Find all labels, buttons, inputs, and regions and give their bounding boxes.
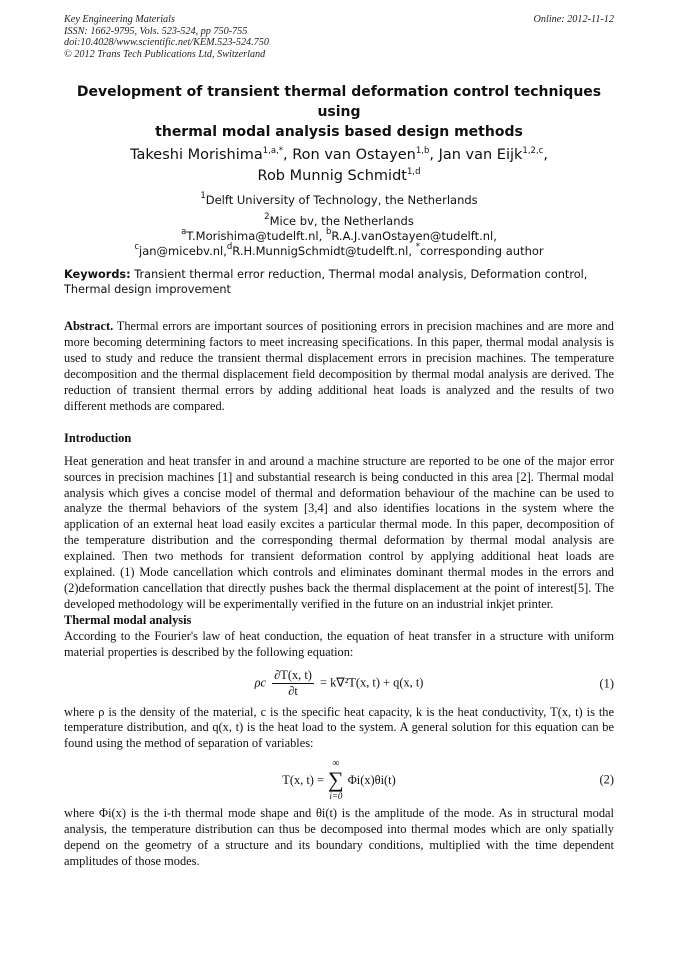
- eq2-number: (2): [599, 772, 614, 787]
- email-address: R.A.J.vanOstayen@tudelft.nl,: [331, 229, 497, 244]
- affiliation-2: [64, 214, 614, 229]
- eq2-lhs: T(x, t) =: [282, 772, 325, 787]
- author-name: , Jan van Eijk: [429, 147, 523, 164]
- email-line-1: [64, 229, 614, 244]
- corresponding-note: corresponding author: [419, 244, 544, 259]
- author-list: [64, 145, 614, 187]
- affiliation-sup: 1: [200, 191, 206, 202]
- keywords-label: Keywords:: [64, 268, 131, 282]
- paper-title: [64, 82, 614, 142]
- author-separator: ,: [543, 147, 548, 164]
- thermal-modal-text-1: According to the Fourier's law of heat conduction, the equation of heat transfer in a structure with uniform material properties is described by the following equation:: [64, 628, 614, 659]
- email-sup: c: [134, 242, 140, 253]
- journal-header: [64, 14, 614, 60]
- email-address: R.H.MunnigSchmidt@tudelft.nl,: [232, 244, 416, 259]
- thermal-modal-heading: Thermal modal analysis: [64, 612, 192, 627]
- introduction-text: Heat generation and heat transfer in and around a machine structure are reported to be one of the major error sources in precision machines [1] and substantial research is being conducted in this area [2]. Thermal modal analysis which gives a concise model of thermal and deformation behaviour of the machine can be used to analyze the thermal behaviors of the system [3,4] and also identifies locations in the system where the application of an external heat load easily excites a particular thermal mode. In this paper, decomposition of the temperature distribution and the corresponding thermal deformation by thermal modal analysis are explained. Then two methods for transient deformation control by applying additional heat loads are explained. (1) Mode cancellation which controls and eliminates dominant thermal modes in the errors and (2)deformation cancellation that directly pushes back the thermal displacement at the point of interest[5]. The developed methodology will be experimentally verified in the future on an industrial inkjet printer.: [64, 453, 614, 611]
- copyright-line: © 2012 Trans Tech Publications Ltd, Switzerland: [64, 48, 266, 60]
- eq2-sum-upper: ∞: [332, 758, 340, 770]
- eq1-fraction: [272, 668, 314, 699]
- email-sup: d: [226, 242, 233, 253]
- online-date: Online: 2012-11-12: [533, 14, 614, 25]
- introduction-heading: Introduction: [64, 430, 132, 445]
- journal-name: Key Engineering Materials: [64, 14, 175, 25]
- author-name: , Ron van Ostayen: [283, 147, 416, 164]
- equation-1: [64, 667, 614, 701]
- keywords-text: Transient thermal error reduction, Thermal modal analysis, Deformation control, Thermal design improvement: [64, 268, 588, 297]
- issn-line: ISSN: 1662-9795, Vols. 523-524, pp 750-755: [64, 25, 248, 37]
- eq1-numerator: ∂T(x, t): [274, 668, 312, 682]
- author-name: Rob Munnig Schmidt: [257, 168, 407, 185]
- title-line-2: thermal modal analysis based design methods: [155, 124, 523, 141]
- affiliation-text: Delft University of Technology, the Netherlands: [205, 193, 478, 208]
- email-sup: a: [181, 227, 187, 238]
- eq2-rhs: Φi(x)θi(t): [347, 772, 396, 787]
- eq2-sum-symbol: ∑: [328, 767, 344, 793]
- abstract-text: Thermal errors are important sources of positioning errors in precision machines and are more and more becoming determining factors to meet increasing specifications. In this paper, thermal modal analysis is used to study and reduce the transient thermal displacement errors in precision machines. The temperature decomposition and the thermal displacement field decomposition by thermal modal analysis are derived. The reduction of transient thermal errors by adding additional heat loads is analyzed and the results of two different methods are compared.: [64, 319, 614, 413]
- author-sup: 1,d: [406, 167, 421, 178]
- abstract: [64, 319, 614, 414]
- doi-line: doi:10.4028/www.scientific.net/KEM.523-524.750: [64, 37, 269, 49]
- author-sup: 1,b: [415, 146, 430, 157]
- title-line-1: Development of transient thermal deformation control techniques using: [76, 84, 602, 121]
- thermal-modal-text-2: where ρ is the density of the material, c is the specific heat capacity, k is the heat conductivity, T(x, t) is the temperature distribution, and q(x, t) is the heat load to the system. A general solution for this equation can be found using the method of separation of variables:: [64, 704, 614, 751]
- eq2-sum-lower: i=0: [329, 791, 343, 802]
- abstract-label: Abstract.: [64, 319, 114, 334]
- keywords: [64, 267, 614, 297]
- affiliation-1: [64, 193, 614, 208]
- eq1-number: (1): [599, 676, 614, 690]
- email-address: jan@micebv.nl,: [139, 244, 227, 259]
- paper-page: [64, 14, 614, 870]
- thermal-modal-text-3: where Φi(x) is the i-th thermal mode shape and θi(t) is the amplitude of the mode. As in structural modal analysis, the temperature distribution can thus be decomposed into thermal modes which are only spatially depend on the geometry of a structure and its boundary conditions, multiplied with the time dependent amplitudes of those modes.: [64, 806, 614, 868]
- eq1-lhs: ρc: [254, 675, 267, 690]
- eq1-denominator: ∂t: [288, 684, 298, 698]
- equation-2: [64, 758, 614, 802]
- email-address: T.Morishima@tudelft.nl,: [186, 229, 326, 244]
- eq1-rhs: = k∇²T(x, t) + q(x, t): [320, 675, 424, 690]
- affiliation-sup: 2: [264, 212, 270, 223]
- corresponding-sup: *: [415, 242, 420, 253]
- eq2-summation: [328, 759, 344, 801]
- author-name: Takeshi Morishima: [130, 147, 263, 164]
- email-line-2: [64, 244, 614, 259]
- author-sup: 1,2,c: [522, 146, 544, 157]
- affiliation-text: Mice bv, the Netherlands: [269, 214, 414, 229]
- email-sup: b: [325, 227, 332, 238]
- author-sup: 1,a,*: [262, 146, 284, 157]
